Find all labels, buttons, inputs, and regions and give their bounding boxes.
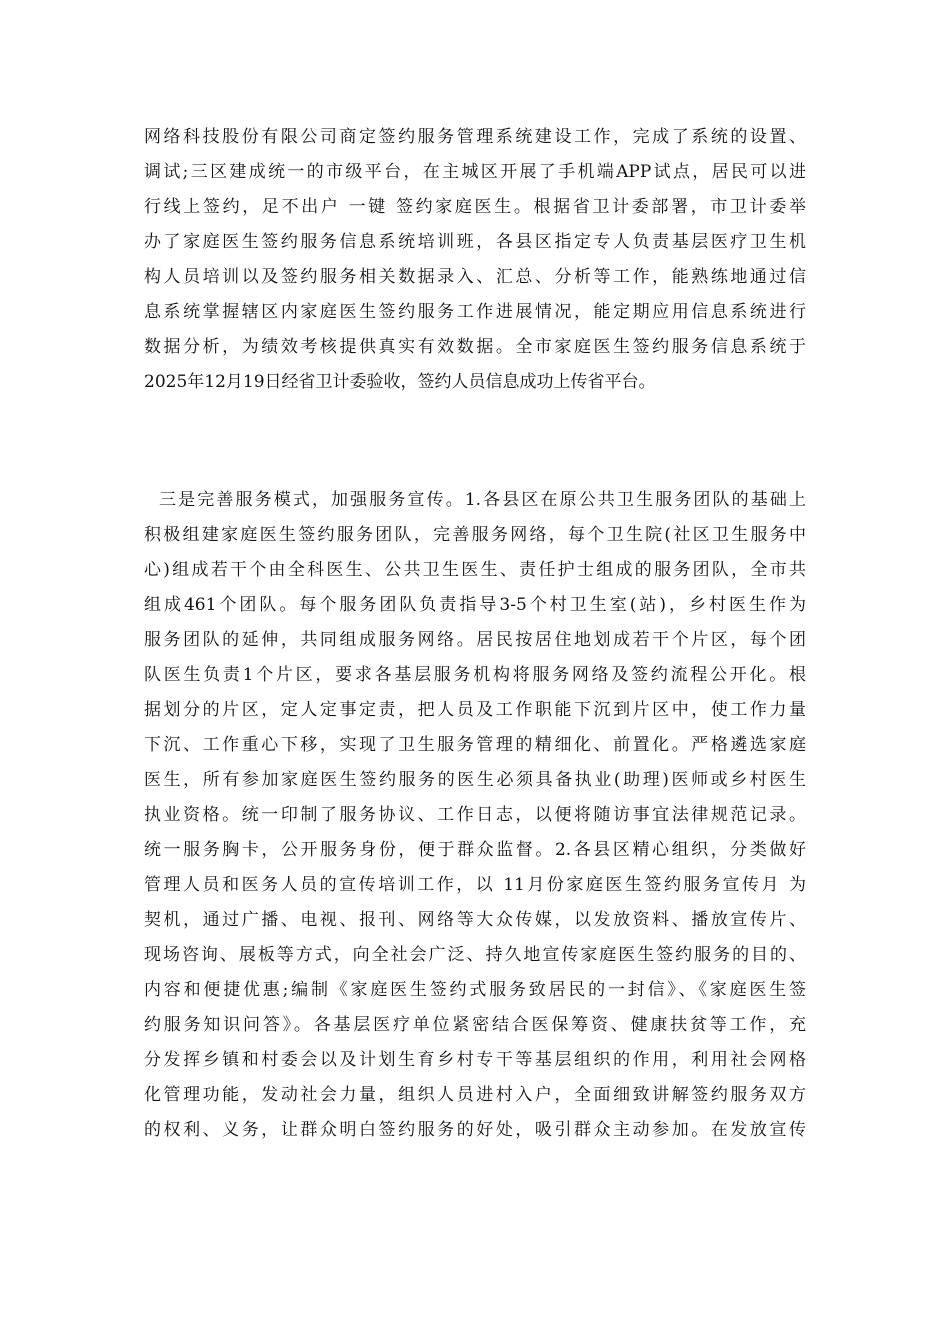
text-line: 服务团队的延伸，共同组成服务网络。居民按居住地划成若干个片区，每个团 [144, 630, 806, 650]
text-line: 化管理功能，发动社会力量，组织人员进村入户，全面细致讲解签约服务双方 [144, 1085, 806, 1105]
text-line: 调试;三区建成统一的市级平台，在主城区开展了手机端APP试点，居民可以进 [144, 162, 806, 182]
text-line: 据划分的片区，定人定事定责，把人员及工作职能下沉到片区中，使工作力量 [144, 700, 806, 720]
text-line: 下沉、工作重心下移，实现了卫生服务管理的精细化、前置化。严格遴选家庭 [144, 735, 806, 755]
text-line: 数据分析，为绩效考核提供真实有效数据。全市家庭医生签约服务信息系统于 [144, 337, 806, 357]
text-line: 执业资格。统一印制了服务协议、工作日志，以便将随访事宜法律规范记录。 [144, 805, 806, 825]
text-line: 统一服务胸卡，公开服务身份，便于群众监督。2.各县区精心组织，分类做好 [144, 840, 806, 860]
text-line: 积极组建家庭医生签约服务团队，完善服务网络，每个卫生院(社区卫生服务中 [144, 525, 806, 545]
text-line: 管理人员和医务人员的宣传培训工作，以 11月份家庭医生签约服务宣传月 为 [144, 875, 806, 895]
text-line: 内容和便捷优惠;编制《家庭医生签约式服务致居民的一封信》、《家庭医生签 [144, 980, 806, 1000]
text-line: 网络科技股份有限公司商定签约服务管理系统建设工作，完成了系统的设置、 [144, 127, 806, 147]
text-line: 契机，通过广播、电视、报刊、网络等大众传媒，以发放资料、播放宣传片、 [144, 910, 806, 930]
text-line: 三是完善服务模式，加强服务宣传。1.各县区在原公共卫生服务团队的基础上 [144, 490, 806, 510]
text-line: 现场咨询、展板等方式，向全社会广泛、持久地宣传家庭医生签约服务的目的、 [144, 945, 806, 965]
paragraph-service-model [144, 483, 806, 1148]
text-line: 办了家庭医生签约服务信息系统培训班，各县区指定专人负责基层医疗卫生机 [144, 232, 806, 252]
text-line: 心)组成若干个由全科医生、公共卫生医生、责任护士组成的服务团队，全市共 [144, 560, 806, 580]
paragraph-signing-system [144, 120, 806, 400]
text-line: 2025年12月19日经省卫计委验收，签约人员信息成功上传省平台。 [144, 372, 656, 392]
text-line: 分发挥乡镇和村委会以及计划生育乡村专干等基层组织的作用，利用社会网格 [144, 1050, 806, 1070]
text-line: 约服务知识问答》。各基层医疗单位紧密结合医保筹资、健康扶贫等工作，充 [144, 1015, 806, 1035]
text-line: 构人员培训以及签约服务相关数据录入、汇总、分析等工作，能熟练地通过信 [144, 267, 806, 287]
text-line: 队医生负责1个片区，要求各基层服务机构将服务网络及签约流程公开化。根 [144, 665, 806, 685]
text-line: 行线上签约，足不出户 一键 签约家庭医生。根据省卫计委部署，市卫计委举 [144, 197, 806, 217]
text-line: 医生，所有参加家庭医生签约服务的医生必须具备执业(助理)医师或乡村医生 [144, 770, 806, 790]
text-line: 息系统掌握辖区内家庭医生签约服务工作进展情况，能定期应用信息系统进行 [144, 302, 806, 322]
text-line: 组成461个团队。每个服务团队负责指导3-5个村卫生室(站)，乡村医生作为 [144, 595, 806, 615]
text-line: 的权利、义务，让群众明白签约服务的好处，吸引群众主动参加。在发放宣传 [144, 1120, 806, 1140]
